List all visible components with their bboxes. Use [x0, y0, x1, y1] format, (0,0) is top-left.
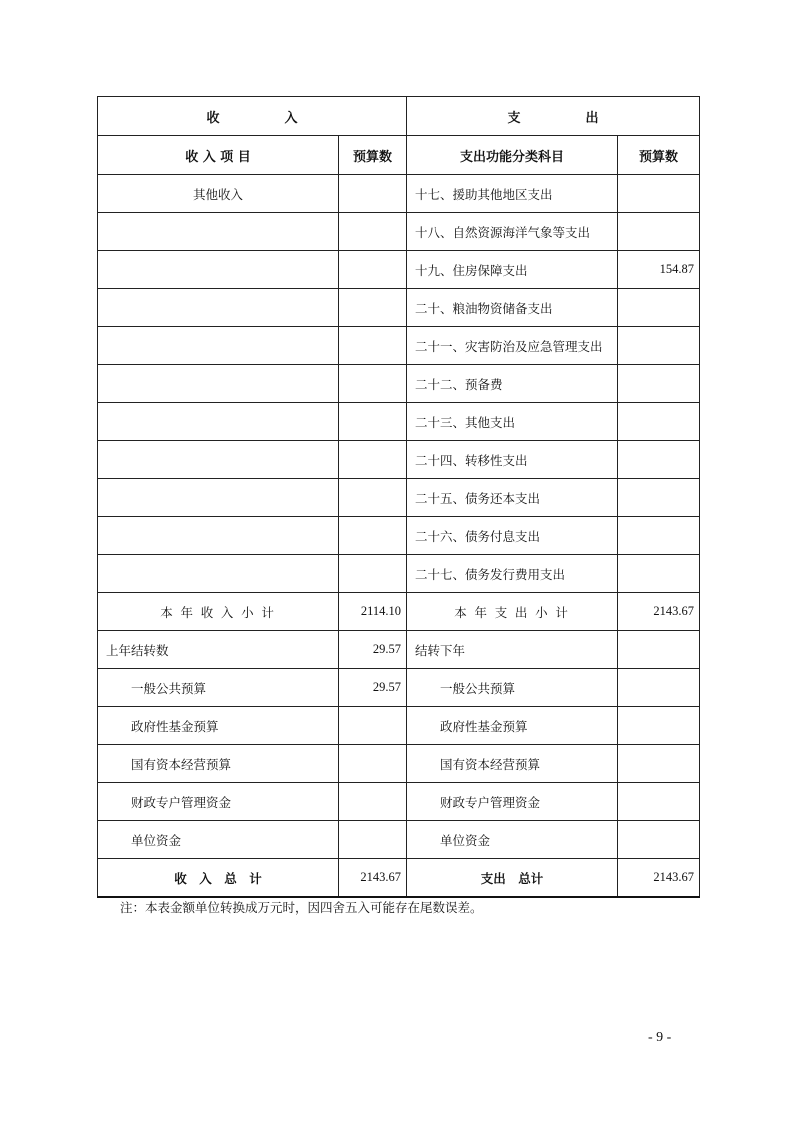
- table-row: [98, 251, 700, 289]
- table-row: [98, 517, 700, 555]
- table-row: [98, 213, 700, 251]
- income-total-label: 收 入 总 计: [98, 859, 339, 898]
- income-value-cell: 29.57: [339, 669, 407, 707]
- expense-value-cell: [618, 365, 700, 403]
- income-value-cell: [339, 555, 407, 593]
- expense-subtotal-label: 本 年 支 出 小 计: [407, 593, 618, 631]
- expense-value-cell: [618, 213, 700, 251]
- table-row: [98, 327, 700, 365]
- carryover-row: [98, 745, 700, 783]
- income-value-cell: [339, 365, 407, 403]
- table-row: [98, 403, 700, 441]
- expense-item-cell: 十七、援助其他地区支出: [407, 175, 618, 213]
- expense-item-cell: 二十、粮油物资储备支出: [407, 289, 618, 327]
- income-value-cell: [339, 441, 407, 479]
- expense-value-cell: [618, 403, 700, 441]
- budget-table: [97, 96, 700, 898]
- table-row: [98, 289, 700, 327]
- grand-total-row: [98, 859, 700, 898]
- expense-value-cell: [618, 745, 700, 783]
- income-item-column-header: 收 入 项 目: [98, 136, 339, 175]
- table-row: [98, 175, 700, 213]
- page-number: - 9 -: [648, 1030, 672, 1045]
- expense-value-cell: [618, 821, 700, 859]
- expense-item-cell: 二十四、转移性支出: [407, 441, 618, 479]
- expense-item-cell: 结转下年: [407, 631, 618, 669]
- expense-item-cell: 财政专户管理资金: [407, 783, 618, 821]
- expense-budget-column-header: 预算数: [618, 136, 700, 175]
- expense-item-cell: 政府性基金预算: [407, 707, 618, 745]
- expense-value-cell: 154.87: [618, 251, 700, 289]
- income-item-cell: 政府性基金预算: [98, 707, 339, 745]
- expense-item-cell: 十九、住房保障支出: [407, 251, 618, 289]
- income-item-cell: [98, 327, 339, 365]
- table-header-row-sections: [98, 97, 700, 136]
- subtotal-row: [98, 593, 700, 631]
- income-item-cell: [98, 289, 339, 327]
- carryover-row: [98, 707, 700, 745]
- expense-subtotal-value: 2143.67: [618, 593, 700, 631]
- expense-value-cell: [618, 555, 700, 593]
- expense-value-cell: [618, 175, 700, 213]
- income-value-cell: [339, 327, 407, 365]
- carryover-row: [98, 783, 700, 821]
- income-value-cell: [339, 213, 407, 251]
- expense-value-cell: [618, 707, 700, 745]
- expense-item-cell: 二十五、债务还本支出: [407, 479, 618, 517]
- income-item-cell: 一般公共预算: [98, 669, 339, 707]
- income-value-cell: 29.57: [339, 631, 407, 669]
- income-total-value: 2143.67: [339, 859, 407, 898]
- carryover-row: [98, 821, 700, 859]
- expense-item-cell: 二十七、债务发行费用支出: [407, 555, 618, 593]
- table-row: [98, 365, 700, 403]
- income-value-cell: [339, 289, 407, 327]
- income-budget-column-header: 预算数: [339, 136, 407, 175]
- table-footnote: 注：本表金额单位转换成万元时，因四舍五入可能存在尾数误差。: [120, 900, 483, 915]
- income-value-cell: [339, 745, 407, 783]
- table-row: [98, 441, 700, 479]
- expense-item-cell: 国有资本经营预算: [407, 745, 618, 783]
- income-item-cell: [98, 441, 339, 479]
- table-row: [98, 479, 700, 517]
- expense-item-cell: 二十六、债务付息支出: [407, 517, 618, 555]
- income-value-cell: [339, 403, 407, 441]
- income-item-cell: 其他收入: [98, 175, 339, 213]
- expense-value-cell: [618, 327, 700, 365]
- income-subtotal-value: 2114.10: [339, 593, 407, 631]
- expense-item-cell: 二十一、灾害防治及应急管理支出: [407, 327, 618, 365]
- expense-item-column-header: 支出功能分类科目: [407, 136, 618, 175]
- expense-section-title: 支 出: [407, 97, 700, 136]
- income-subtotal-label: 本 年 收 入 小 计: [98, 593, 339, 631]
- income-value-cell: [339, 821, 407, 859]
- income-value-cell: [339, 517, 407, 555]
- income-item-cell: [98, 555, 339, 593]
- expense-value-cell: [618, 289, 700, 327]
- income-value-cell: [339, 479, 407, 517]
- expense-value-cell: [618, 517, 700, 555]
- expense-item-cell: 二十三、其他支出: [407, 403, 618, 441]
- income-section-title: 收 入: [98, 97, 407, 136]
- expense-value-cell: [618, 783, 700, 821]
- carryover-row: [98, 669, 700, 707]
- expense-value-cell: [618, 479, 700, 517]
- expense-value-cell: [618, 669, 700, 707]
- income-item-cell: [98, 403, 339, 441]
- expense-total-value: 2143.67: [618, 859, 700, 898]
- income-item-cell: 财政专户管理资金: [98, 783, 339, 821]
- table-header-row-columns: [98, 136, 700, 175]
- income-value-cell: [339, 707, 407, 745]
- income-item-cell: 单位资金: [98, 821, 339, 859]
- income-value-cell: [339, 783, 407, 821]
- income-item-cell: [98, 251, 339, 289]
- income-item-cell: [98, 479, 339, 517]
- table-row: [98, 555, 700, 593]
- expense-value-cell: [618, 441, 700, 479]
- expense-item-cell: 单位资金: [407, 821, 618, 859]
- income-value-cell: [339, 251, 407, 289]
- income-item-cell: [98, 365, 339, 403]
- expense-item-cell: 二十二、预备费: [407, 365, 618, 403]
- income-item-cell: [98, 517, 339, 555]
- carryover-row: [98, 631, 700, 669]
- expense-item-cell: 一般公共预算: [407, 669, 618, 707]
- expense-value-cell: [618, 631, 700, 669]
- income-item-cell: [98, 213, 339, 251]
- income-value-cell: [339, 175, 407, 213]
- income-item-cell: 国有资本经营预算: [98, 745, 339, 783]
- expense-item-cell: 十八、自然资源海洋气象等支出: [407, 213, 618, 251]
- income-item-cell: 上年结转数: [98, 631, 339, 669]
- expense-total-label: 支出 总计: [407, 859, 618, 898]
